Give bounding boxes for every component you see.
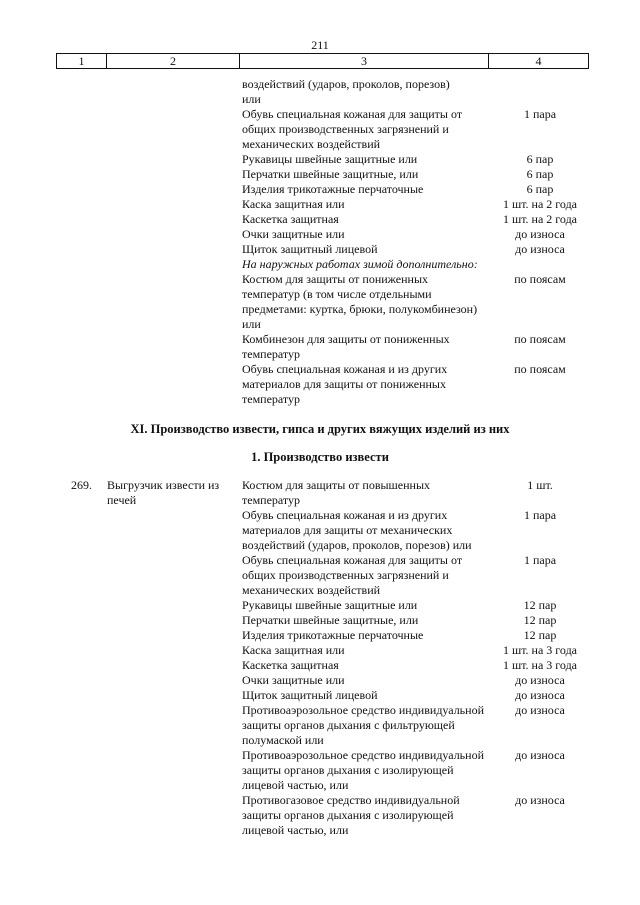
- ppe-item-norm: до износа: [515, 748, 565, 762]
- ppe-item-name: Рукавицы швейные защитные или: [242, 152, 418, 166]
- ppe-item-row: [0, 332, 640, 362]
- ppe-item-row: [0, 362, 640, 407]
- ppe-item-norm: 12 пар: [523, 613, 557, 627]
- ppe-item-name: Противогазовое средство индивидуальной защиты органов дыхания с изолирующей лицевой частью, или: [242, 793, 460, 837]
- ppe-item-norm: 1 шт. на 3 года: [502, 658, 578, 672]
- ppe-item-row: [0, 553, 640, 598]
- ppe-item-norm: 1 пара: [523, 107, 557, 121]
- ppe-item-norm: до износа: [515, 793, 565, 807]
- ppe-item-row: [0, 793, 640, 838]
- ppe-item-name: Обувь специальная кожаная для защиты от общих производственных загрязнений и механических воздействий: [242, 553, 463, 597]
- ppe-item-name: Каскетка защитная: [242, 212, 339, 226]
- page-number: 211: [311, 38, 329, 52]
- ppe-item-norm: по поясам: [514, 362, 566, 376]
- ppe-item-row: [0, 242, 640, 257]
- ppe-item-row: [0, 212, 640, 227]
- ppe-item-row: [0, 227, 640, 242]
- ppe-item-norm: по поясам: [514, 332, 566, 346]
- column-header-4: 4: [489, 54, 589, 69]
- ppe-item-row: [0, 197, 640, 212]
- section-title: XI. Производство извести, гипса и других вяжущих изделий из них: [130, 422, 510, 436]
- ppe-item-norm: 1 пара: [523, 508, 557, 522]
- document-body: [0, 77, 640, 838]
- ppe-item-name: Обувь специальная кожаная для защиты от общих производственных загрязнений и механических воздействий: [242, 107, 463, 151]
- ppe-item-name: Костюм для защиты от повышенных температур: [242, 478, 431, 507]
- ppe-item-name: Комбинезон для защиты от пониженных температур: [242, 332, 450, 361]
- ppe-item-row: [0, 272, 640, 332]
- ppe-item-name: Изделия трикотажные перчаточные: [242, 628, 424, 642]
- ppe-item-name: Каска защитная или: [242, 197, 345, 211]
- ppe-item-name: Щиток защитный лицевой: [242, 688, 378, 702]
- ppe-item-name: Очки защитные или: [242, 673, 345, 687]
- column-header-1: 1: [57, 54, 107, 69]
- ppe-item-name: воздействий (ударов, проколов, порезов) или: [242, 77, 450, 106]
- column-header-row: [57, 54, 589, 69]
- ppe-item-norm: 1 шт. на 3 года: [502, 643, 578, 657]
- ppe-item-norm: до износа: [515, 703, 565, 717]
- ppe-item-norm: 1 шт. на 2 года: [502, 197, 578, 211]
- column-header-3: 3: [240, 54, 489, 69]
- ppe-item-norm: 6 пар: [526, 182, 554, 196]
- ppe-item-name: Щиток защитный лицевой: [242, 242, 378, 256]
- ppe-item-row: [0, 152, 640, 167]
- ppe-item-name: Очки защитные или: [242, 227, 345, 241]
- ppe-item-norm: по поясам: [514, 272, 566, 286]
- ppe-item-row: [0, 658, 640, 673]
- ppe-item-norm: 12 пар: [523, 628, 557, 642]
- ppe-item-row: [0, 643, 640, 658]
- ppe-item-name: Костюм для защиты от пониженных температур (в том числе отдельными предметами: куртка, брюки, полукомбинезон) или: [242, 272, 478, 331]
- ppe-item-row: [0, 257, 640, 272]
- entry-row: [0, 478, 640, 838]
- ppe-item-row: [0, 107, 640, 152]
- ppe-item-row: [0, 478, 640, 508]
- ppe-item-row: [0, 748, 640, 793]
- ppe-item-row: [0, 77, 640, 107]
- ppe-item-norm: до износа: [515, 242, 565, 256]
- ppe-item-row: [0, 688, 640, 703]
- ppe-item-name: На наружных работах зимой дополнительно:: [242, 257, 478, 271]
- ppe-item-name: Каскетка защитная: [242, 658, 339, 672]
- ppe-item-row: [0, 167, 640, 182]
- ppe-item-row: [0, 182, 640, 197]
- ppe-item-name: Перчатки швейные защитные, или: [242, 613, 419, 627]
- ppe-item-row: [0, 703, 640, 748]
- ppe-item-norm: 1 шт.: [527, 478, 553, 492]
- ppe-item-name: Обувь специальная кожаная и из других материалов для защиты от пониженных температур: [242, 362, 448, 406]
- entry-items-list: [0, 478, 640, 838]
- ppe-item-norm: до износа: [515, 673, 565, 687]
- ppe-item-norm: до износа: [515, 227, 565, 241]
- ppe-item-row: [0, 508, 640, 553]
- ppe-item-norm: 6 пар: [526, 152, 554, 166]
- entry-number: 269.: [71, 478, 92, 492]
- ppe-item-row: [0, 673, 640, 688]
- entry-profession: Выгрузчик извести из печей: [107, 478, 220, 507]
- ppe-item-name: Рукавицы швейные защитные или: [242, 598, 418, 612]
- ppe-item-norm: 6 пар: [526, 167, 554, 181]
- ppe-item-norm: до износа: [515, 688, 565, 702]
- subsection-title: 1. Производство извести: [251, 450, 389, 464]
- ppe-item-norm: 1 пара: [523, 553, 557, 567]
- ppe-item-name: Противоаэрозольное средство индивидуальной защиты органов дыхания с фильтрующей полумаской или: [242, 703, 484, 747]
- continued-items-list: [0, 77, 640, 407]
- column-header-table: [56, 53, 589, 69]
- ppe-item-norm: 12 пар: [523, 598, 557, 612]
- ppe-item-row: [0, 598, 640, 613]
- ppe-item-row: [0, 628, 640, 643]
- ppe-item-name: Противоаэрозольное средство индивидуальной защиты органов дыхания с изолирующей лицевой частью, или: [242, 748, 484, 792]
- ppe-item-name: Обувь специальная кожаная и из других материалов для защиты от механических воздействий (ударов, проколов, порезов) или: [242, 508, 472, 552]
- ppe-item-name: Перчатки швейные защитные, или: [242, 167, 419, 181]
- column-header-2: 2: [107, 54, 240, 69]
- ppe-item-name: Каска защитная или: [242, 643, 345, 657]
- ppe-item-row: [0, 613, 640, 628]
- ppe-item-name: Изделия трикотажные перчаточные: [242, 182, 424, 196]
- ppe-item-norm: 1 шт. на 2 года: [502, 212, 578, 226]
